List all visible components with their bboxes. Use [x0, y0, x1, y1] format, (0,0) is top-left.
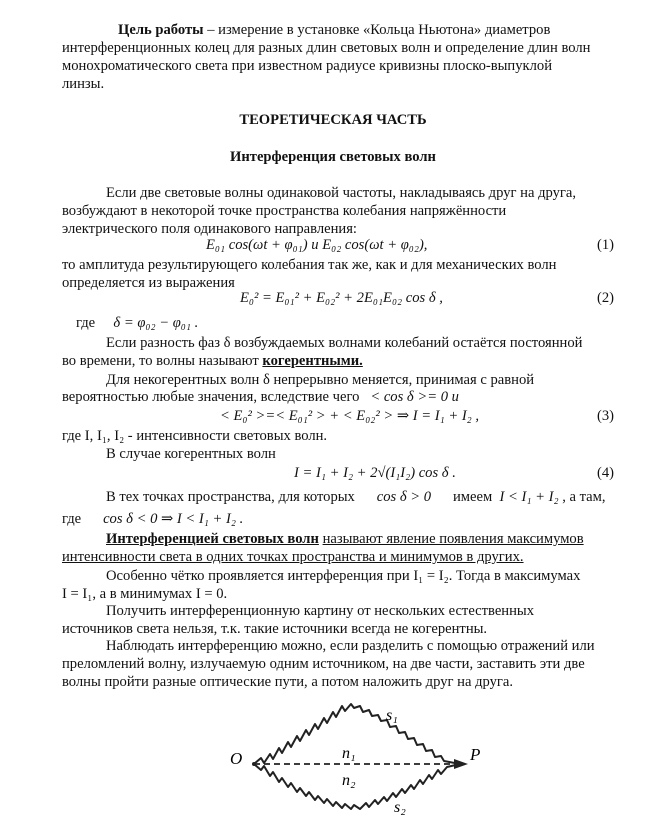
arrow-head-icon	[454, 759, 468, 769]
label-O: O	[230, 749, 243, 768]
definition-text-1: называют явление появления максимумов	[322, 531, 584, 547]
section-title: ТЕОРЕТИЧЕСКАЯ ЧАСТЬ	[239, 112, 427, 128]
purpose-text-1: – измерение в установке «Кольца Ньютона» диаметров	[207, 22, 551, 38]
p6-text-a: В тех точках пространства, для которых	[106, 489, 355, 505]
where-delta	[76, 315, 198, 332]
label-n1: n₁	[342, 745, 356, 762]
lower-path	[254, 764, 460, 809]
intensity-inequality: I < I₁ + I₂	[499, 489, 559, 505]
equation-3: < E₀² >=< E₀₁² > + < E₀₂² > ⇒ I = I₁ + I₂ ,	[220, 408, 480, 424]
p8-line-2: источников света нельзя, т.к. такие источники всегда не когерентны.	[62, 621, 488, 637]
p1-line-1: Если две световые волны одинаковой частоты, накладываясь друг на друга,	[106, 185, 577, 201]
label-s1: s₁	[386, 707, 398, 724]
purpose-title: Цель работы	[118, 22, 204, 38]
label-s2: s₂	[394, 799, 406, 816]
p6-line	[106, 489, 606, 506]
intensities-note: где I, I₁, I₂ - интенсивности световых волн.	[62, 428, 328, 444]
delta-definition: δ = φ₀₂ − φ₀₁ .	[113, 315, 199, 331]
equation-2: E₀² = E₀₁² + E₀₂² + 2E₀₁E₀₂ cos δ ,	[240, 290, 443, 306]
equation-4: I = I₁ + I₂ + 2√(I₁I₂) cos δ .	[294, 465, 456, 481]
interference-paths-diagram	[220, 690, 520, 821]
p4-line-2	[62, 389, 459, 406]
p9-line-2: преломлений волну, излучаемую одним источником, на две части, заставить эти две	[62, 656, 585, 672]
p7-line-2: I = I₁, а в минимумах I = 0.	[62, 586, 228, 602]
p1-line-2: возбуждают в некоторой точке пространства колебания напряжённости	[62, 203, 507, 219]
cos-negative-formula: cos δ < 0 ⇒ I < I₁ + I₂ .	[103, 511, 244, 527]
p4-text: вероятностью любые значения, вследствие чего	[62, 389, 360, 405]
p1-line-3: электрического поля одинакового направления:	[62, 221, 357, 237]
upper-path	[254, 704, 460, 764]
equation-1: E₀₁ cos(ωt + φ₀₁) и E₀₂ cos(ωt + φ₀₂),	[206, 237, 428, 253]
equation-4-number: (4)	[596, 465, 614, 481]
label-P: P	[470, 745, 481, 764]
purpose-line-2: интерференционных колец для разных длин световых волн и определение длин волн	[62, 40, 591, 56]
p2-line-1: то амплитуда результирующего колебания так же, как и для механических волн	[62, 257, 557, 273]
p9-line-3: волны пройти разные оптические пути, а потом наложить друг на друга.	[62, 674, 514, 690]
where-label-1: где	[76, 315, 96, 331]
equation-3-number: (3)	[596, 408, 614, 424]
cos-positive-formula: cos δ > 0	[376, 489, 432, 505]
p5: В случае когерентных волн	[106, 446, 276, 462]
p6-text-c: , а там,	[562, 489, 606, 505]
term-interference: Интерференцией световых волн	[106, 531, 319, 547]
p3-line-2	[62, 353, 363, 370]
subsection-title: Интерференция световых волн	[230, 149, 436, 165]
p2-line-2: определяется из выражения	[62, 275, 235, 291]
equation-1-number: (1)	[596, 237, 614, 253]
p9-line-1: Наблюдать интерференцию можно, если разделить с помощью отражений или	[106, 638, 595, 654]
p3-line-1: Если разность фаз δ возбуждаемых волнами колебаний остаётся постоянной	[106, 335, 583, 351]
label-n2: n₂	[342, 772, 356, 789]
where-cos-negative	[62, 511, 243, 528]
p8-line-1: Получить интерференционную картину от нескольких естественных	[106, 603, 535, 619]
purpose-line-3: монохроматического света при известном радиусе кривизны плоско-выпуклой	[62, 58, 553, 74]
definition-line-2: интенсивности света в одних точках пространства и минимумов в других.	[62, 549, 524, 565]
definition-line-1	[106, 531, 584, 548]
purpose-line-1	[118, 22, 550, 39]
where-label-3: где	[62, 511, 82, 527]
point-O	[252, 762, 256, 766]
purpose-line-4: линзы.	[62, 76, 105, 92]
term-coherent: когерентными.	[262, 353, 363, 369]
p7-line-1: Особенно чётко проявляется интерференция при I₁ = I₂. Тогда в максимумах	[106, 568, 581, 584]
p3-text: во времени, то волны называют	[62, 353, 259, 369]
p6-text-b: имеем	[452, 489, 493, 505]
p4-line-1: Для некогерентных волн δ непрерывно меняется, принимая с равной	[106, 372, 535, 388]
equation-2-number: (2)	[596, 290, 614, 306]
cos-mean-formula: < cos δ >= 0 и	[370, 389, 459, 405]
